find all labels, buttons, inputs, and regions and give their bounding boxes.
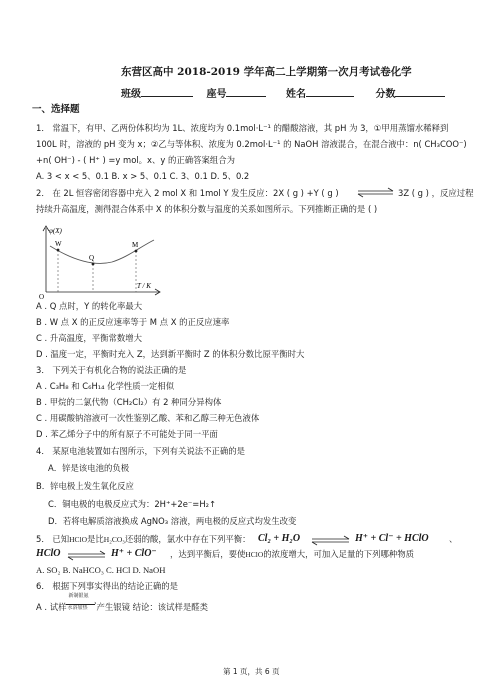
- q5-hclo: HClO: [69, 535, 88, 544]
- q4-option-b: B．锌电极上发生氧化反应: [36, 481, 134, 491]
- q5-options: A. SO₂ B. NaHCO₃ C. HCl D. NaOH: [36, 565, 166, 575]
- q4-option-d: D．若将电解质溶液换成 AgNO₃ 溶液，两电极的反应式均发生改变: [48, 516, 297, 526]
- q6-option-a-pre: A . 试样: [36, 602, 67, 612]
- name-field[interactable]: [306, 87, 354, 97]
- score-label: 分数: [375, 89, 396, 100]
- q5-line1: [36, 534, 251, 545]
- q1-options: A. 3 < x < 5、0.1 B. x > 5、0.1 C. 3、0.1 D. 5、0.2: [36, 171, 250, 181]
- curve: [50, 240, 154, 263]
- q2-option-c: C . 升高温度，平衡常数增大: [36, 333, 142, 343]
- point-q: [92, 263, 95, 266]
- q6-option-a: [36, 593, 209, 613]
- seat-field[interactable]: [226, 87, 266, 97]
- q3-option-d: D . 苯乙烯分子中的所有原子不可能处于同一平面: [36, 429, 218, 439]
- q5-line2-hclo: HClO: [245, 550, 264, 559]
- reversible-arrow-icon: [355, 186, 397, 198]
- q5-eq1-right: H⁺ + Cl⁻ + HClO: [355, 533, 429, 544]
- name-label: 姓名: [285, 89, 306, 100]
- q2-line2: 持续升高温度，测得混合体系中 X 的体积分数与温度的关系如图所示。下列推断正确的是 ( ): [36, 204, 378, 214]
- q5-line2: [170, 549, 414, 560]
- q5-h2co3: H₂CO₃: [103, 535, 125, 544]
- q3-option-c: C . 用碳酸钠溶液可一次性鉴别乙酸、苯和乙醇三种无色液体: [36, 413, 260, 423]
- q3-option-a: A . C₃H₈ 和 C₆H₁₄ 化学性质一定相似: [36, 381, 175, 391]
- q5-eq2-right: H⁺ + ClO⁻: [111, 548, 157, 559]
- q3-stem: 3． 下列关于有机化合物的说法正确的是: [36, 365, 187, 375]
- q5-mid: 是比: [87, 534, 104, 544]
- q1-line3: +n( OH⁻) - ( H⁺ ) =y mol。x、y 的正确答案组合为: [36, 155, 235, 165]
- label-q: Q: [89, 254, 95, 262]
- q2-option-b: B . W 点 X 的正反应速率等于 M 点 X 的正反应速率: [36, 317, 230, 327]
- q5-eq1-arrow-icon: [310, 534, 352, 546]
- point-m: [135, 250, 138, 253]
- point-w: [57, 249, 60, 252]
- seat-label: 座号: [206, 89, 227, 100]
- q6-arrow-head-icon: ›: [94, 600, 97, 607]
- score-field[interactable]: [395, 87, 445, 97]
- q6-stem: 6． 根据下列事实得出的结论正确的是: [36, 581, 178, 591]
- q3-option-b: B . 甲烷的二氯代物（CH₂Cl₂）有 2 种同分异构体: [36, 397, 222, 407]
- q5-eq2-left: HClO: [36, 548, 61, 559]
- exam-title: 东营区高中 2018-2019 学年高二上学期第一次月考试卷化学: [121, 66, 412, 78]
- q4-option-a: A．锌是该电池的负极: [48, 463, 130, 473]
- q4-stem: 4． 某原电池装置如右图所示，下列有关说法不正确的是: [36, 446, 245, 456]
- page-footer: 第 1 页，共 6 页: [223, 667, 280, 676]
- q2-option-d: D . 温度一定，平衡时充入 Z，达到新平衡时 Z 的体积分数比原平衡时大: [36, 349, 305, 359]
- y-axis-label: φ(X): [49, 227, 62, 235]
- x-axis-label: T / K: [137, 282, 151, 290]
- section-heading: 一、选择题: [32, 104, 80, 115]
- q2-option-a: A . Q 点时，Y 的转化率最大: [36, 301, 143, 311]
- q1-line2: 100L 时，溶液的 pH 变为 x；②乙与等体积、浓度为 0.2mol·L⁻¹ 的 NaOH 溶液混合，在混合液中：n( CH₃COO⁻): [36, 139, 467, 149]
- q5-eq1-left: Cl₂ + H₂O: [258, 533, 301, 544]
- label-m: M: [132, 241, 139, 249]
- q6-reagent-top: 新制银氨: [68, 593, 89, 599]
- q5-line2-c: 的浓度增大，可加入足量的下列哪种物质: [263, 549, 415, 559]
- q2-reaction-right: 3Z ( g ) ，反应过程: [398, 188, 474, 198]
- q5-eq2-arrow-icon: [66, 549, 108, 561]
- q5-eq1-tail: 、: [449, 534, 458, 544]
- q2-graph: [36, 222, 166, 300]
- origin-label: O: [39, 293, 45, 300]
- q1-line1: 1． 常温下，有甲、乙两份体积均为 1L、浓度均为 0.1mol·L⁻¹ 的醋酸溶液，其 pH 为 3，①甲用蒸馏水稀释到: [36, 123, 449, 133]
- student-info-row: [121, 87, 445, 100]
- class-label: 班级: [121, 89, 141, 100]
- q5-pre: 5． 已知: [36, 534, 70, 544]
- q6-option-a-post: 产生银镜 结论：该试样是醛类: [96, 602, 209, 612]
- label-w: W: [55, 240, 62, 248]
- class-field[interactable]: [141, 87, 193, 97]
- q5-post: 还弱的酸，氯水中存在下列平衡：: [124, 534, 251, 544]
- q4-option-c: C．铜电极的电极反应式为：2H⁺+2e⁻=H₂↑: [48, 499, 217, 509]
- q5-line2-a: ，达到平衡后，要使: [170, 549, 246, 559]
- q6-reagent-arrow: [66, 593, 97, 611]
- q6-reagent-bottom: 水浴加热: [67, 605, 88, 611]
- q2-line1: 2． 在 2L 恒容密闭容器中充入 2 mol X 和 1mol Y 发生反应：2X ( g ) +Y ( g ): [36, 188, 339, 198]
